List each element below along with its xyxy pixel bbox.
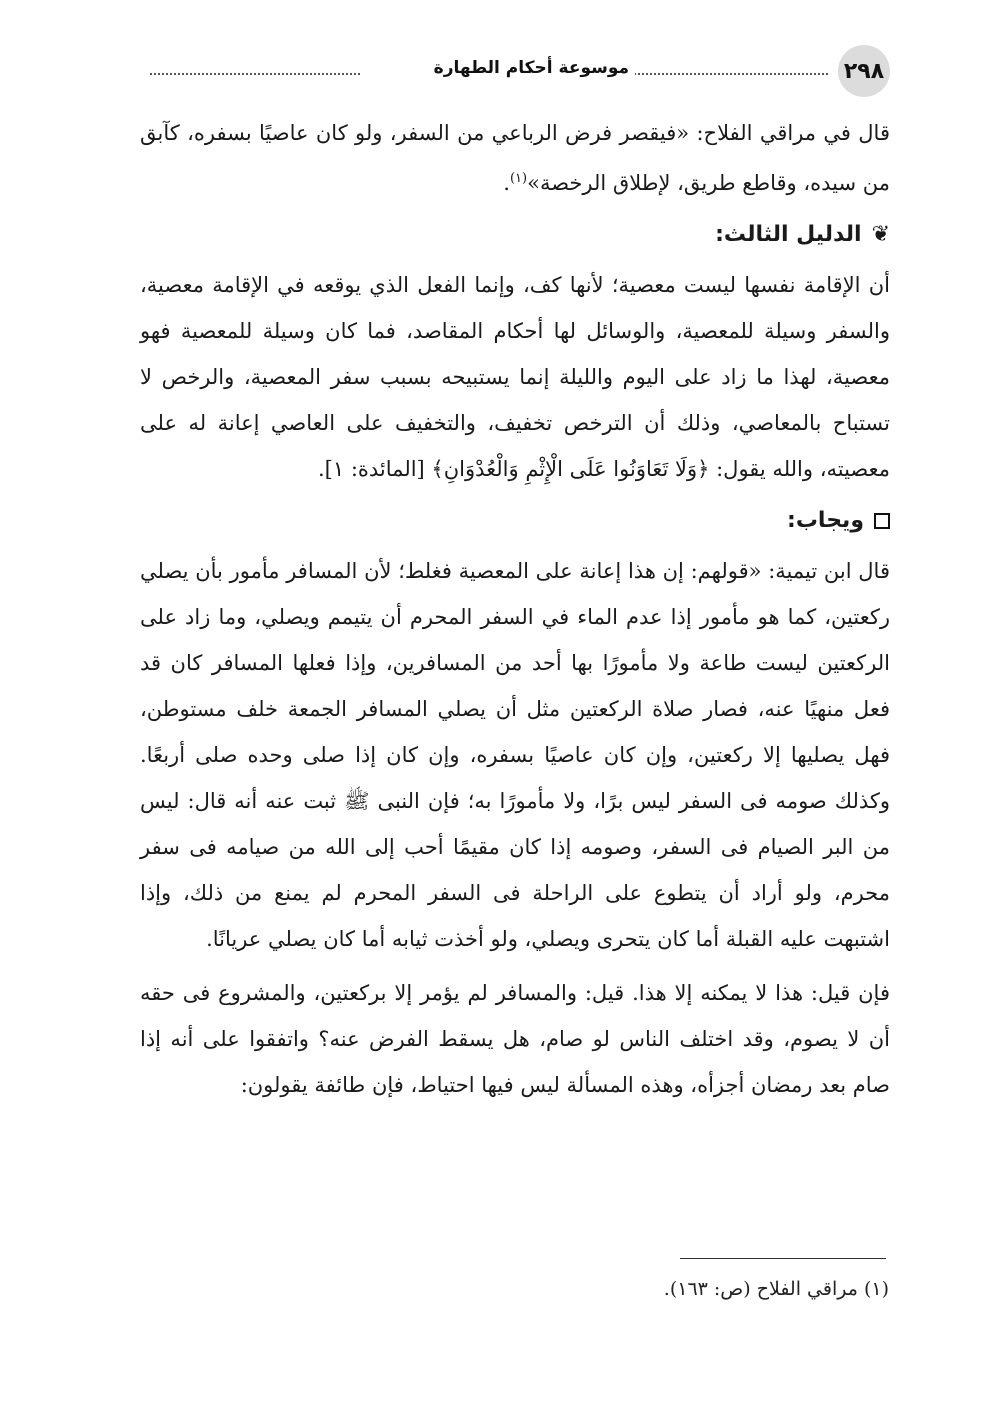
heading-text: ويجاب: — [787, 508, 864, 533]
quote-paragraph — [140, 110, 890, 206]
footnote-reference: (١) — [509, 171, 528, 186]
book-title: موسوعة أحكام الطهارة — [428, 58, 635, 78]
checkbox-square-icon — [874, 513, 890, 529]
objection-paragraph: فإن قيل: هذا لا يمكنه إلا هذا. قيل: والمسافر لم يؤمر إلا بركعتين، والمشروع فى حقه أن لا يصوم، وقد اختلف الناس لو صام، هل يسقط الفرض عنه؟ واتفقوا على أنه إذا صام بعد رمضان أجزأه، وهذه المسألة ليس فيها احتياط، فإن طائفة يقولون: — [140, 981, 890, 1097]
quote-end: . — [503, 171, 510, 195]
page-body — [140, 110, 890, 1108]
heading-text: الدليل الثالث: — [715, 222, 862, 247]
section-heading-third-evidence — [140, 212, 890, 258]
section-heading-answer — [140, 498, 890, 544]
footnote: (١) مراقي الفلاح (ص: ١٦٣). — [663, 1278, 889, 1300]
header-dotted-rule-left — [150, 73, 360, 75]
footnote-divider — [680, 1258, 886, 1259]
third-evidence-paragraph: أن الإقامة نفسها ليست معصية؛ لأنها كف، وإنما الفعل الذي يوقعه في الإقامة معصية، والسفر وسيلة للمعصية، والوسائل لها أحكام المقاصد، فما كان وسيلة للمعصية فهو معصية، لهذا ما زاد على اليوم والليلة إنما يستبيحه بسبب سفر المعصية، والرخص لا تستباح بالمعاصي، وذلك أن الترخص تخفيف، والتخفيف على العاصي إعانة له على معصيته، والله يقول: ﴿وَلَا تَعَاوَنُوا عَلَى الْإِثْمِ وَالْعُدْوَانِ﴾ [المائدة: ١]. — [140, 273, 890, 481]
page-header — [140, 45, 890, 101]
answer-paragraph: قال ابن تيمية: «قولهم: إن هذا إعانة على المعصية فغلط؛ لأن المسافر مأمور بأن يصلي ركعتين، كما هو مأمور إذا عدم الماء في السفر المحرم أن يتيمم ويصلي، وما زاد على الركعتين ليست طاعة ولا مأمورًا بها أحد من المسافرين، وإذا فعلها المسافر كان قد فعل منهيًا عنه، فصار صلاة الركعتين مثل أن يصلي المسافر الجمعة خلف مستوطن، فهل يصليها إلا ركعتين، وإن كان عاصيًا بسفره، وإن كان إذا صلى وحده صلى أربعًا. وكذلك صومه فى السفر ليس برًا، ولا مأمورًا به؛ فإن النبى ﷺ ثبت عنه أنه قال: ليس من البر الصيام فى السفر، وصومه إذا كان مقيمًا أحب إلى الله من صيامه فى سفر محرم، ولو أراد أن يتطوع على الراحلة فى السفر المحرم لم يمنع من ذلك، وإذا اشتبهت عليه القبلة أما كان يتحرى ويصلي، ولو أخذت ثيابه أما كان يصلي عريانًا. — [140, 559, 890, 951]
leaf-ornament-icon: ❦ — [871, 222, 890, 247]
quote-text: قال في مراقي الفلاح: «فيقصر فرض الرباعي من السفر، ولو كان عاصيًا بسفره، كآبق من سيده، وقاطع طريق، لإطلاق الرخصة» — [140, 121, 890, 195]
page-number: ٢٩٨ — [838, 45, 890, 97]
